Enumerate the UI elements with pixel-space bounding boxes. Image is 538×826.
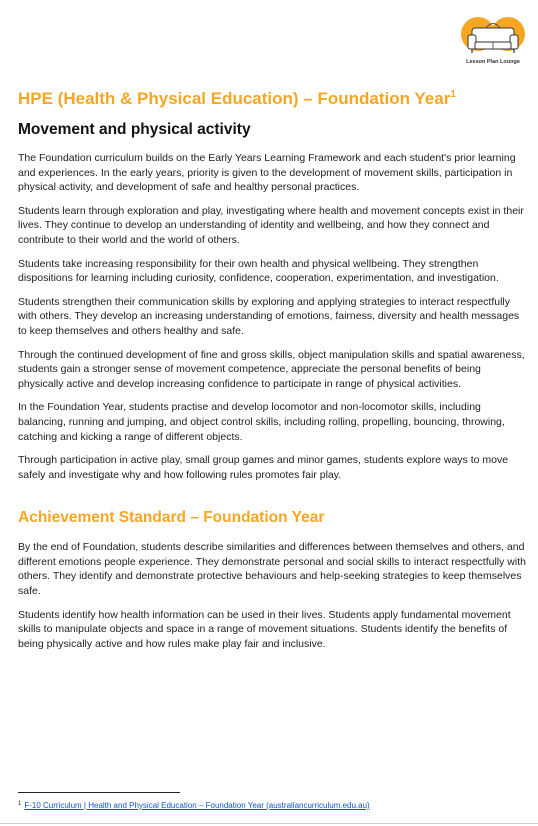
achievement-paragraph-1: By the end of Foundation, students describe similarities and differences between themselves and others, and different emotions people experience. They demonstrate personal and social skills to interact respectfully with others. They identify and demonstrate protective behaviours and help-seeking strategies to keep themselves safe. <box>18 541 526 598</box>
page-bottom-divider <box>0 823 538 824</box>
page-title-text: HPE (Health & Physical Education) – Foundation Year <box>18 89 451 108</box>
body-paragraph-6: In the Foundation Year, students practise and develop locomotor and non-locomotor skills, including balancing, running and jumping, and object control skills, including rolling, propelling, bouncing, throwing, catching and kicking a range of different objects. <box>18 401 505 443</box>
section-subtitle: Movement and physical activity <box>18 121 251 138</box>
title-footnote-marker: 1 <box>450 89 456 100</box>
achievement-paragraph-2: Students identify how health information can be used in their lives. Students apply fundamental movement skills to manipulate objects and space in a range of movement situations. Students identify the benefits of being physically active and how rules make play fair and inclusive. <box>18 608 511 650</box>
body-paragraph-3: Students take increasing responsibility for their own health and physical wellbeing. They strengthen dispositions for learning including curiosity, confidence, cooperation, experimentation, and investigation. <box>18 257 499 285</box>
footnote-marker: 1 <box>18 801 22 807</box>
footnote-divider <box>18 792 180 793</box>
achievement-heading: Achievement Standard – Foundation Year <box>18 509 325 527</box>
brand-logo <box>458 15 528 70</box>
couch-logo-icon <box>458 15 528 59</box>
page-title <box>18 88 528 110</box>
body-paragraph-4: Students strengthen their communication skills by exploring and applying strategies to interact respectfully with others. They develop an increasing understanding of emotions, fairness, diversity and health messages to keep themselves and others healthy and safe. <box>18 295 520 337</box>
body-paragraph-7: Through participation in active play, small group games and minor games, students explore ways to move safely and investigate why and how following rules promotes fair play. <box>18 454 509 481</box>
body-paragraph-1: The Foundation curriculum builds on the Early Years Learning Framework and each student's prior learning and experiences. In the early years, priority is given to the development of movement skills, participation in physical activity, and development of safe and healthy personal practices. <box>18 152 516 194</box>
document-body <box>18 88 528 651</box>
body-paragraph-2: Students learn through exploration and play, investigating where health and movement concepts exist in their lives. They continue to develop an understanding of identity and wellbeing, and how they connect and contribute to their world and the world of others. <box>18 204 524 246</box>
body-paragraph-5: Through the continued development of fine and gross skills, object manipulation skills and spatial awareness, students gain a stronger sense of movement competence, appreciate the personal benefits of being physically active and develop increasing confidence to participate in range of physical activities. <box>18 348 525 390</box>
footnote-link[interactable]: F-10 Curriculum | Health and Physical Education – Foundation Year (australiancurriculum.edu.au) <box>24 801 370 810</box>
logo-text: Lesson Plan Lounge <box>466 59 520 65</box>
footnote <box>18 801 370 811</box>
